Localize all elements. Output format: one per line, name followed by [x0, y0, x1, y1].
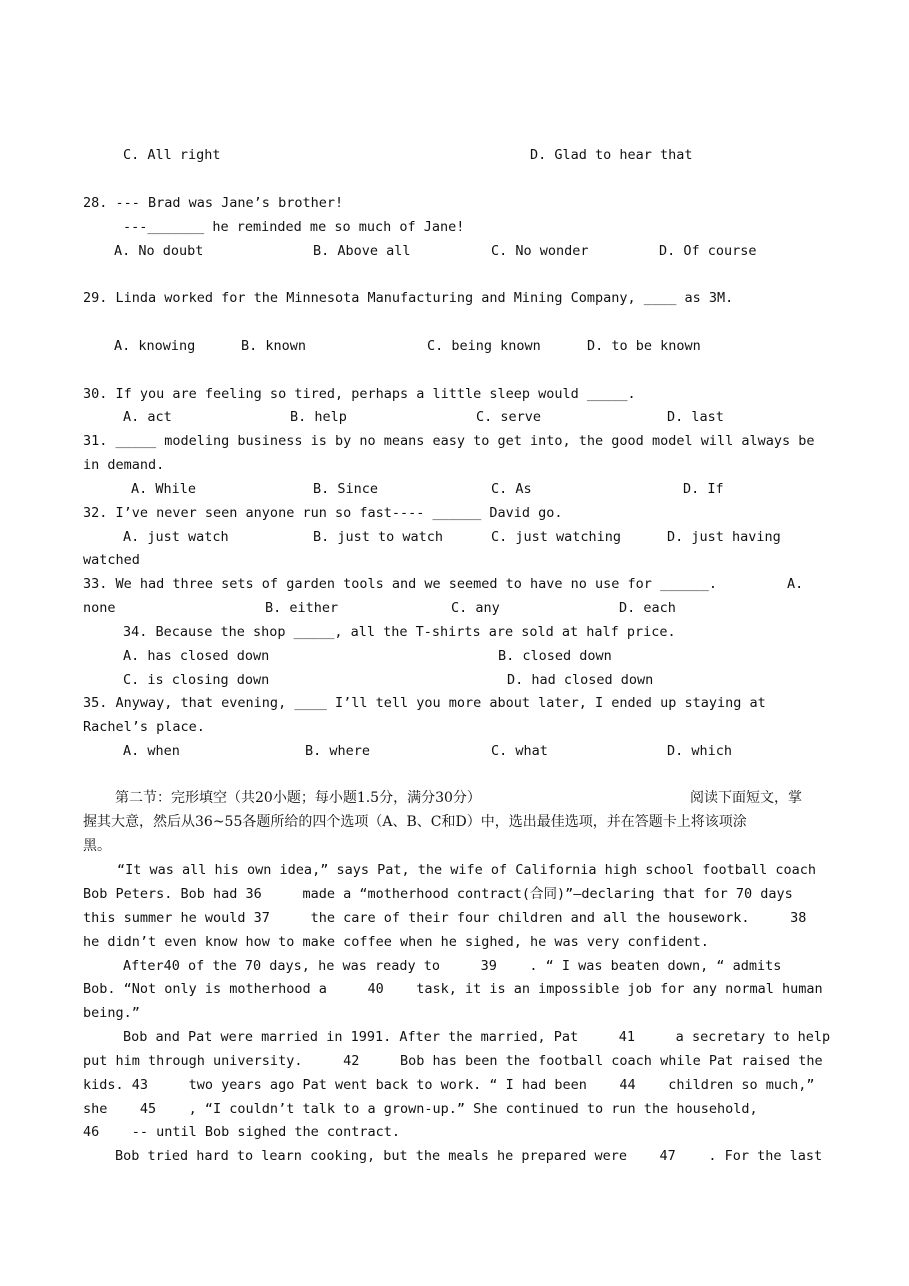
q29-stem: 29. Linda worked for the Minnesota Manufacturing and Mining Company, ____ as 3M. [83, 290, 734, 306]
section2-instruction-end: 黑。 [83, 838, 111, 854]
passage-line: After40 of the 70 days, he was ready to 39 . “ I was beaten down, “ admits [123, 958, 782, 974]
q32-stem: 32. I’ve never seen anyone run so fast---- ______ David go. [83, 505, 563, 521]
q32-option-d-cont: watched [83, 552, 140, 568]
passage-line: this summer he would 37 the care of their four children and all the housework. 38 [83, 910, 807, 926]
q35-option-d: D. which [667, 743, 733, 759]
section2-instruction: 握其大意，然后从36~55各题所给的四个选项（A、B、C和D）中，选出最佳选项，并在答题卡上将该项涂 [83, 814, 747, 830]
q28-option-b: B. Above all [313, 243, 411, 259]
q29-option-b: B. known [241, 338, 307, 354]
q32-option-a: A. just watch [123, 529, 229, 545]
passage-line: being.” [83, 1005, 140, 1021]
q33-option-a: none [83, 600, 116, 616]
q29-option-a: A. knowing [114, 338, 196, 354]
passage-line: Bob. “Not only is motherhood a 40 task, it is an impossible job for any normal human [83, 981, 823, 997]
q31-stem-cont: in demand. [83, 457, 165, 473]
q35-option-b: B. where [305, 743, 371, 759]
passage-line: kids. 43 two years ago Pat went back to work. “ I had been 44 children so much,” [83, 1077, 815, 1093]
q33-option-d: D. each [619, 600, 676, 616]
passage-line: “It was all his own idea,” says Pat, the wife of California high school football coach [117, 862, 816, 878]
q27-option-d: D. Glad to hear that [530, 147, 693, 163]
q28-option-a: A. No doubt [114, 243, 204, 259]
q32-option-b: B. just to watch [313, 529, 444, 545]
q29-option-c: C. being known [427, 338, 541, 354]
q35-stem: 35. Anyway, that evening, ____ I’ll tell you more about later, I ended up staying at [83, 695, 766, 711]
q32-option-d: D. just having [667, 529, 781, 545]
q30-option-c: C. serve [476, 409, 542, 425]
q30-option-a: A. act [123, 409, 172, 425]
q30-option-d: D. last [667, 409, 724, 425]
passage-line: put him through university. 42 Bob has been the football coach while Pat raised the [83, 1053, 823, 1069]
q31-option-b: B. Since [313, 481, 379, 497]
passage-line: Bob and Pat were married in 1991. After the married, Pat 41 a secretary to help [123, 1029, 831, 1045]
section2-heading: 第二节：完形填空（共20小题；每小题1.5分，满分30分） [115, 790, 481, 806]
q35-option-a: A. when [123, 743, 180, 759]
q35-stem-cont: Rachel’s place. [83, 719, 205, 735]
passage-line: she 45 , “I couldn’t talk to a grown-up.” She continued to run the household, [83, 1101, 758, 1117]
q33-stem: 33. We had three sets of garden tools and we seemed to have no use for ______. [83, 576, 717, 592]
q33-option-a-letter: A. [787, 576, 804, 592]
q35-option-c: C. what [491, 743, 548, 759]
passage-line: he didn’t even know how to make coffee when he sighed, he was very confident. [83, 934, 709, 950]
q28-reply: ---_______ he reminded me so much of Jane! [123, 219, 465, 235]
q32-option-c: C. just watching [491, 529, 622, 545]
passage-line: 46 -- until Bob sighed the contract. [83, 1124, 400, 1140]
passage-line: Bob tried hard to learn cooking, but the meals he prepared were 47 . For the last [115, 1148, 823, 1164]
q31-option-c: C. As [491, 481, 532, 497]
q34-option-c: C. is closing down [123, 672, 270, 688]
q34-option-b: B. closed down [498, 648, 612, 664]
q33-option-b: B. either [265, 600, 339, 616]
section2-instruction-start: 阅读下面短文，掌 [690, 790, 802, 806]
passage-line: Bob Peters. Bob had 36 made a “motherhood contract(合同)”—declaring that for 70 days [83, 886, 793, 902]
q29-option-d: D. to be known [587, 338, 701, 354]
q31-stem: 31. _____ modeling business is by no means easy to get into, the good model will always be [83, 433, 815, 449]
q34-stem: 34. Because the shop _____, all the T-shirts are sold at half price. [123, 624, 676, 640]
q28-stem: 28. --- Brad was Jane’s brother! [83, 195, 344, 211]
q34-option-d: D. had closed down [507, 672, 654, 688]
q31-option-d: D. If [683, 481, 724, 497]
q30-stem: 30. If you are feeling so tired, perhaps a little sleep would _____. [83, 386, 636, 402]
q28-option-c: C. No wonder [491, 243, 589, 259]
q30-option-b: B. help [290, 409, 347, 425]
q28-option-d: D. Of course [659, 243, 757, 259]
q34-option-a: A. has closed down [123, 648, 270, 664]
q27-option-c: C. All right [123, 147, 221, 163]
q33-option-c: C. any [451, 600, 500, 616]
q31-option-a: A. While [131, 481, 197, 497]
